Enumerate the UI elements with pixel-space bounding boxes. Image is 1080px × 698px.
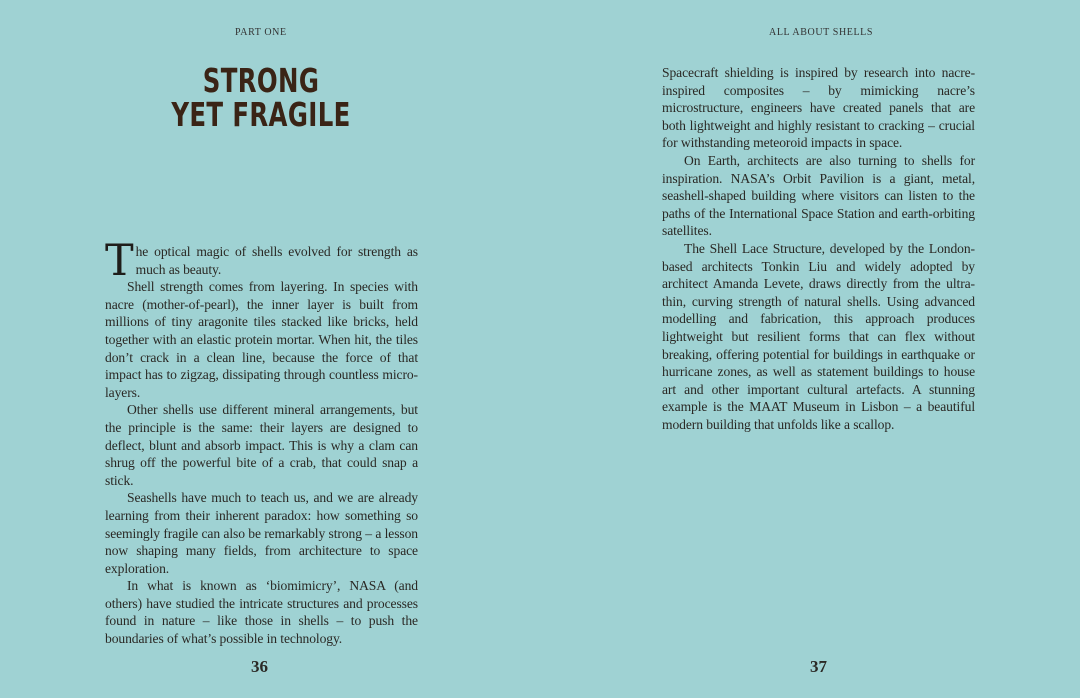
chapter-title-line-1: STRONG [202,61,320,100]
left-paragraph-2: Shell strength comes from layering. In species with nacre (mother-of-pearl), the inner layer is built from millions of tiny aragonite tiles stacked like bricks, held together with an elastic protein mortar. When hit, the tiles don’t crack in a clean line, because the force of that impact has to zigzag, dissipating through countless micro-layers. [105,279,418,400]
right-body-text [662,64,975,433]
left-paragraph-4: Seashells have much to teach us, and we are already learning from their inherent paradox: how something so seemingly fragile can also be remarkably strong – a lesson now shaping many fields, from architecture to space exploration. [105,490,418,576]
chapter-title [146,61,377,134]
chapter-title-line-2: YET FRAGILE [171,95,351,134]
drop-cap: T [105,236,134,286]
right-paragraph-2: On Earth, architects are also turning to shells for inspiration. NASA’s Orbit Pavilion is a giant, metal, seashell-shaped building where visitors can listen to the paths of the International Space Station and earth-orbiting satellites. [662,152,975,239]
right-page [540,0,1080,698]
left-paragraph-1 [105,236,418,286]
right-paragraph-3: The Shell Lace Structure, developed by the London-based architects Tonkin Liu and widely adopted by architect Amanda Levete, draws directly from the ultra-thin, curving strength of natural shells. Using advanced modelling and fabrication, this approach produces lightweight but resilient forms that can flex without breaking, offering potential for buildings in earthquake or hurricane zones, as well as statement buildings to house art and other important cultural artefacts. A stunning example is the MAAT Museum in Lisbon – a beautiful modern building that unfolds like a scallop. [662,240,975,432]
left-paragraph-1-text: he optical magic of shells evolved for strength as much as beauty. [135,244,418,277]
running-head-right: ALL ABOUT SHELLS [769,27,874,38]
left-body-text [105,236,418,648]
right-paragraph-1: Spacecraft shielding is inspired by research into nacre-inspired composites – by mimicking nacre’s microstructure, engineers have created panels that are both lightweight and highly resistant to cracking – crucial for withstanding meteoroid impacts in space. [662,65,975,151]
page-number-left: 36 [251,657,268,676]
running-head-left: PART ONE [235,27,287,38]
page-number-right: 37 [810,657,827,676]
left-paragraph-3: Other shells use different mineral arrangements, but the principle is the same: their layers are designed to deflect, blunt and absorb impact. This is why a clam can shrug off the powerful bite of a crab, that could snap a stick. [105,402,418,488]
left-paragraph-5: In what is known as ‘biomimicry’, NASA (and others) have studied the intricate structures and processes found in nature – like those in shells – to push the boundaries of what’s possible in technology. [105,578,418,647]
